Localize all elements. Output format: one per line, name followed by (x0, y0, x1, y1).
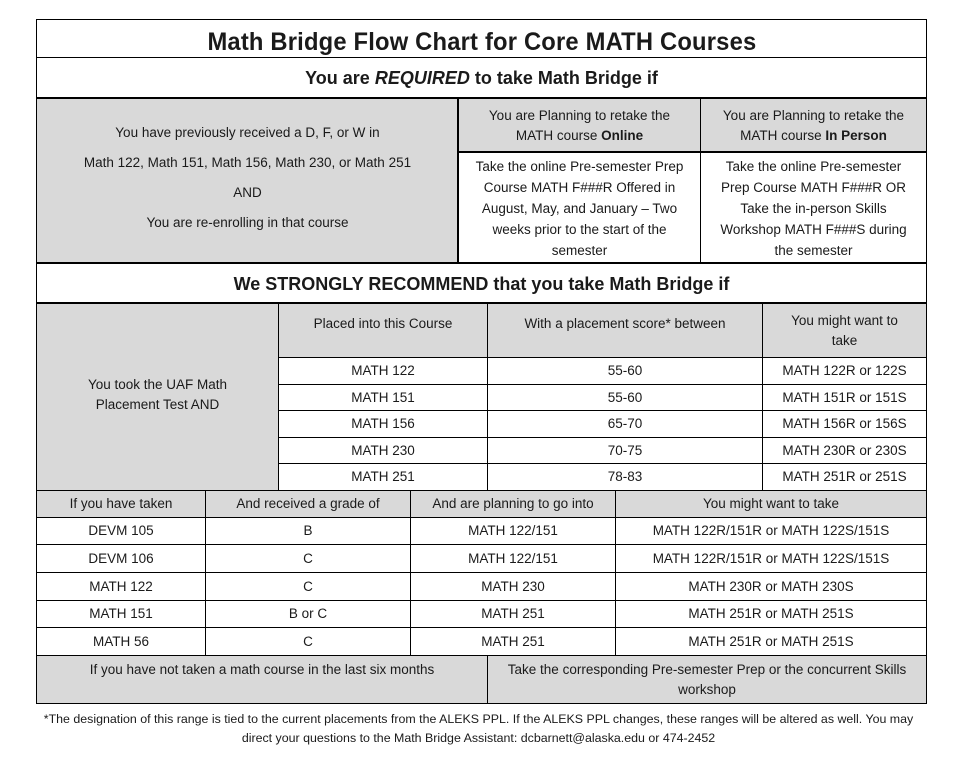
placement-take: MATH 151R or 151S (763, 385, 926, 410)
grade-take: MATH 122R/151R or MATH 122S/151S (616, 518, 926, 544)
grade-take: MATH 230R or MATH 230S (616, 573, 926, 600)
placement-score: 55-60 (488, 358, 762, 384)
placement-score: 78-83 (488, 464, 762, 490)
row-border (36, 490, 927, 491)
grade-taken: DEVM 105 (37, 518, 205, 544)
grade-into: MATH 122/151 (411, 518, 615, 544)
grade-into: MATH 251 (411, 628, 615, 655)
row-border (36, 572, 927, 573)
grade-header-take: You might want to take (616, 491, 926, 517)
placement-score: 70-75 (488, 438, 762, 463)
in-person-header (701, 99, 926, 152)
required-heading-prefix: You are (305, 68, 375, 88)
grade-into: MATH 251 (411, 601, 615, 627)
outer-border-top (36, 19, 927, 20)
placement-course: MATH 151 (279, 385, 487, 410)
row-border (278, 410, 927, 411)
column-border (700, 98, 701, 263)
row-border (278, 357, 927, 358)
grade-into: MATH 230 (411, 573, 615, 600)
grade-taken: MATH 151 (37, 601, 205, 627)
placement-take: MATH 156R or 156S (763, 411, 926, 437)
placement-score: 65-70 (488, 411, 762, 437)
column-border (615, 490, 616, 656)
column-border (410, 490, 411, 656)
placement-score: 55-60 (488, 385, 762, 410)
online-header-bold: Online (601, 127, 644, 143)
required-heading (36, 58, 927, 98)
grade-header-into: And are planning to go into (411, 491, 615, 517)
recommend-heading: We STRONGLY RECOMMEND that you take Math Bridge if (36, 264, 927, 303)
required-heading-emphasis: REQUIRED (374, 68, 470, 88)
online-header-text: You are Planning to retake the MATH course (488, 107, 671, 143)
row-border (36, 57, 927, 58)
online-body: Take the online Pre-semester Prep Course MATH F###R Offered in August, May, and January – Two weeks prior to the start of the semester (459, 153, 700, 263)
grade-grade: C (206, 545, 410, 572)
footnote (0, 710, 957, 748)
row-border (36, 600, 927, 601)
required-heading-suffix: to take Math Bridge if (469, 68, 658, 88)
in-person-header-bold: In Person (825, 127, 887, 143)
required-condition-line: AND (233, 185, 262, 200)
grade-into: MATH 122/151 (411, 545, 615, 572)
placement-course: MATH 156 (279, 411, 487, 437)
placement-header-course: Placed into this Course (279, 304, 487, 357)
placement-condition: You took the UAF Math Placement Test AND (37, 304, 278, 490)
row-border (36, 517, 927, 518)
grade-grade: B (206, 518, 410, 544)
in-person-body: Take the online Pre-semester Prep Course MATH F###R OR Take the in-person Skills Workshop MATH F###S during the semester (701, 153, 926, 263)
row-border (278, 384, 927, 385)
row-border (36, 302, 927, 304)
grade-grade: C (206, 628, 410, 655)
grade-header-grade: And received a grade of (206, 491, 410, 517)
row-border (36, 655, 927, 656)
row-border (278, 463, 927, 464)
placement-take: MATH 251R or 251S (763, 464, 926, 490)
placement-course: MATH 122 (279, 358, 487, 384)
grade-take: MATH 251R or MATH 251S (616, 628, 926, 655)
outer-border-left (36, 19, 37, 704)
online-header (459, 99, 700, 152)
row-border (36, 627, 927, 628)
row-border (36, 544, 927, 545)
chart-title: Math Bridge Flow Chart for Core MATH Courses (207, 27, 756, 56)
footnote-line-1: *The designation of this range is tied to the current placements from the ALEKS PPL. If the ALEKS PPL changes, these ranges will be altered as well. You may (43, 712, 914, 726)
grade-header-taken: If you have taken (37, 491, 205, 517)
required-condition-line: You are re-enrolling in that course (146, 215, 349, 230)
chart-title-cell (36, 19, 927, 58)
required-condition-line: Math 122, Math 151, Math 156, Math 230, or Math 251 (83, 155, 412, 170)
placement-course: MATH 251 (279, 464, 487, 490)
row-border (36, 262, 927, 264)
placement-header-score: With a placement score* between (488, 304, 762, 357)
outer-border-bottom (36, 703, 927, 704)
grade-grade: B or C (206, 601, 410, 627)
footnote-line-2: direct your questions to the Math Bridge Assistant: dcbarnett@alaska.edu or 474-2452 (241, 731, 716, 745)
row-border (278, 437, 927, 438)
required-condition-line: You have previously received a D, F, or W in (115, 125, 380, 140)
placement-take: MATH 230R or 230S (763, 438, 926, 463)
outer-border-right (926, 19, 927, 704)
grade-take: MATH 251R or MATH 251S (616, 601, 926, 627)
row-border (36, 97, 927, 99)
placement-take: MATH 122R or 122S (763, 358, 926, 384)
grade-grade: C (206, 573, 410, 600)
column-border (487, 655, 488, 704)
column-border (457, 98, 459, 263)
placement-header-take: You might want to take (763, 304, 926, 357)
grade-taken: DEVM 106 (37, 545, 205, 572)
no-recent-advice: Take the corresponding Pre-semester Prep or the concurrent Skills workshop (488, 656, 926, 703)
required-condition (37, 99, 458, 263)
placement-course: MATH 230 (279, 438, 487, 463)
grade-take: MATH 122R/151R or MATH 122S/151S (616, 545, 926, 572)
in-person-header-text: You are Planning to retake the MATH course (722, 107, 905, 143)
no-recent-condition: If you have not taken a math course in the last six months (37, 656, 487, 703)
grade-taken: MATH 56 (37, 628, 205, 655)
grade-taken: MATH 122 (37, 573, 205, 600)
row-border (458, 151, 927, 153)
column-border (205, 490, 206, 656)
